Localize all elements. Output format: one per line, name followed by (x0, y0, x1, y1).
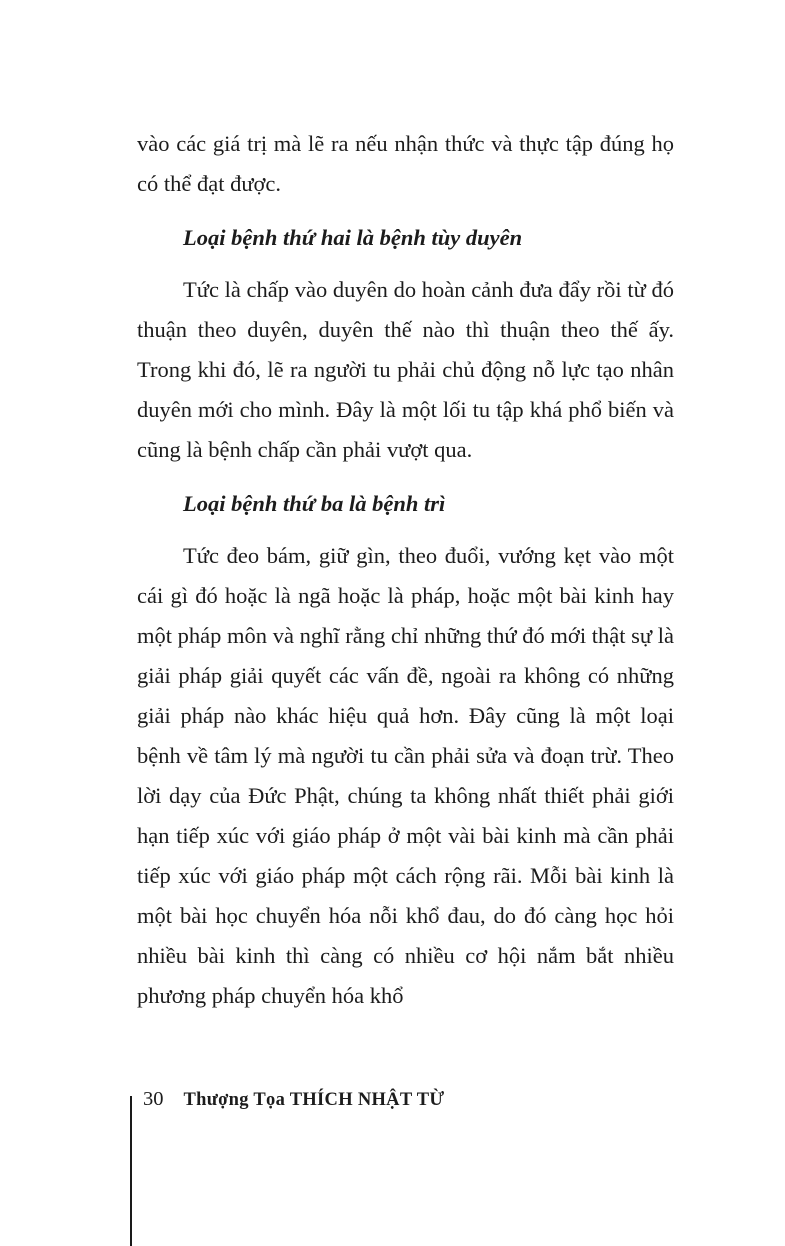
section-heading-benh-tuy-duyen: Loại bệnh thứ hai là bệnh tùy duyên (183, 225, 523, 250)
page-footer (143, 1088, 444, 1111)
footer-left-rule (130, 1096, 132, 1246)
running-title: Thượng Tọa THÍCH NHẬT TỪ (183, 1090, 445, 1110)
section-2-paragraph: Tức đeo bám, giữ gìn, theo đuổi, vướng kẹt vào một cái gì đó hoặc là ngã hoặc là pháp, hoặc một bài kinh hay một pháp môn và nghĩ rằng chỉ những thứ đó mới thật sự là giải pháp giải quyết các vấn đề, ngoài ra không có những giải pháp nào khác hiệu quả hơn. Đây cũng là một loại bệnh về tâm lý mà người tu cần phải sửa và đoạn trừ. Theo lời dạy của Đức Phật, chúng ta không nhất thiết phải giới hạn tiếp xúc với giáo pháp ở một vài bài kinh mà cần phải tiếp xúc với giáo pháp một cách rộng rãi. Mỗi bài kinh là một bài học chuyển hóa nỗi khổ đau, do đó càng học hỏi nhiều bài kinh thì càng có nhiều cơ hội nắm bắt nhiều phương pháp chuyển hóa khổ (137, 543, 674, 1008)
section-1-paragraph: Tức là chấp vào duyên do hoàn cảnh đưa đẩy rồi từ đó thuận theo duyên, duyên thế nào thì thuận theo thế ấy. Trong khi đó, lẽ ra người tu phải chủ động nỗ lực tạo nhân duyên mới cho mình. Đây là một lối tu tập khá phổ biến và cũng là bệnh chấp cần phải vượt qua. (137, 277, 674, 462)
page-number: 30 (143, 1088, 164, 1110)
section-heading-benh-tri: Loại bệnh thứ ba là bệnh trì (183, 491, 446, 516)
text-block (137, 124, 674, 1016)
intro-paragraph: vào các giá trị mà lẽ ra nếu nhận thức và thực tập đúng họ có thể đạt được. (137, 131, 674, 196)
